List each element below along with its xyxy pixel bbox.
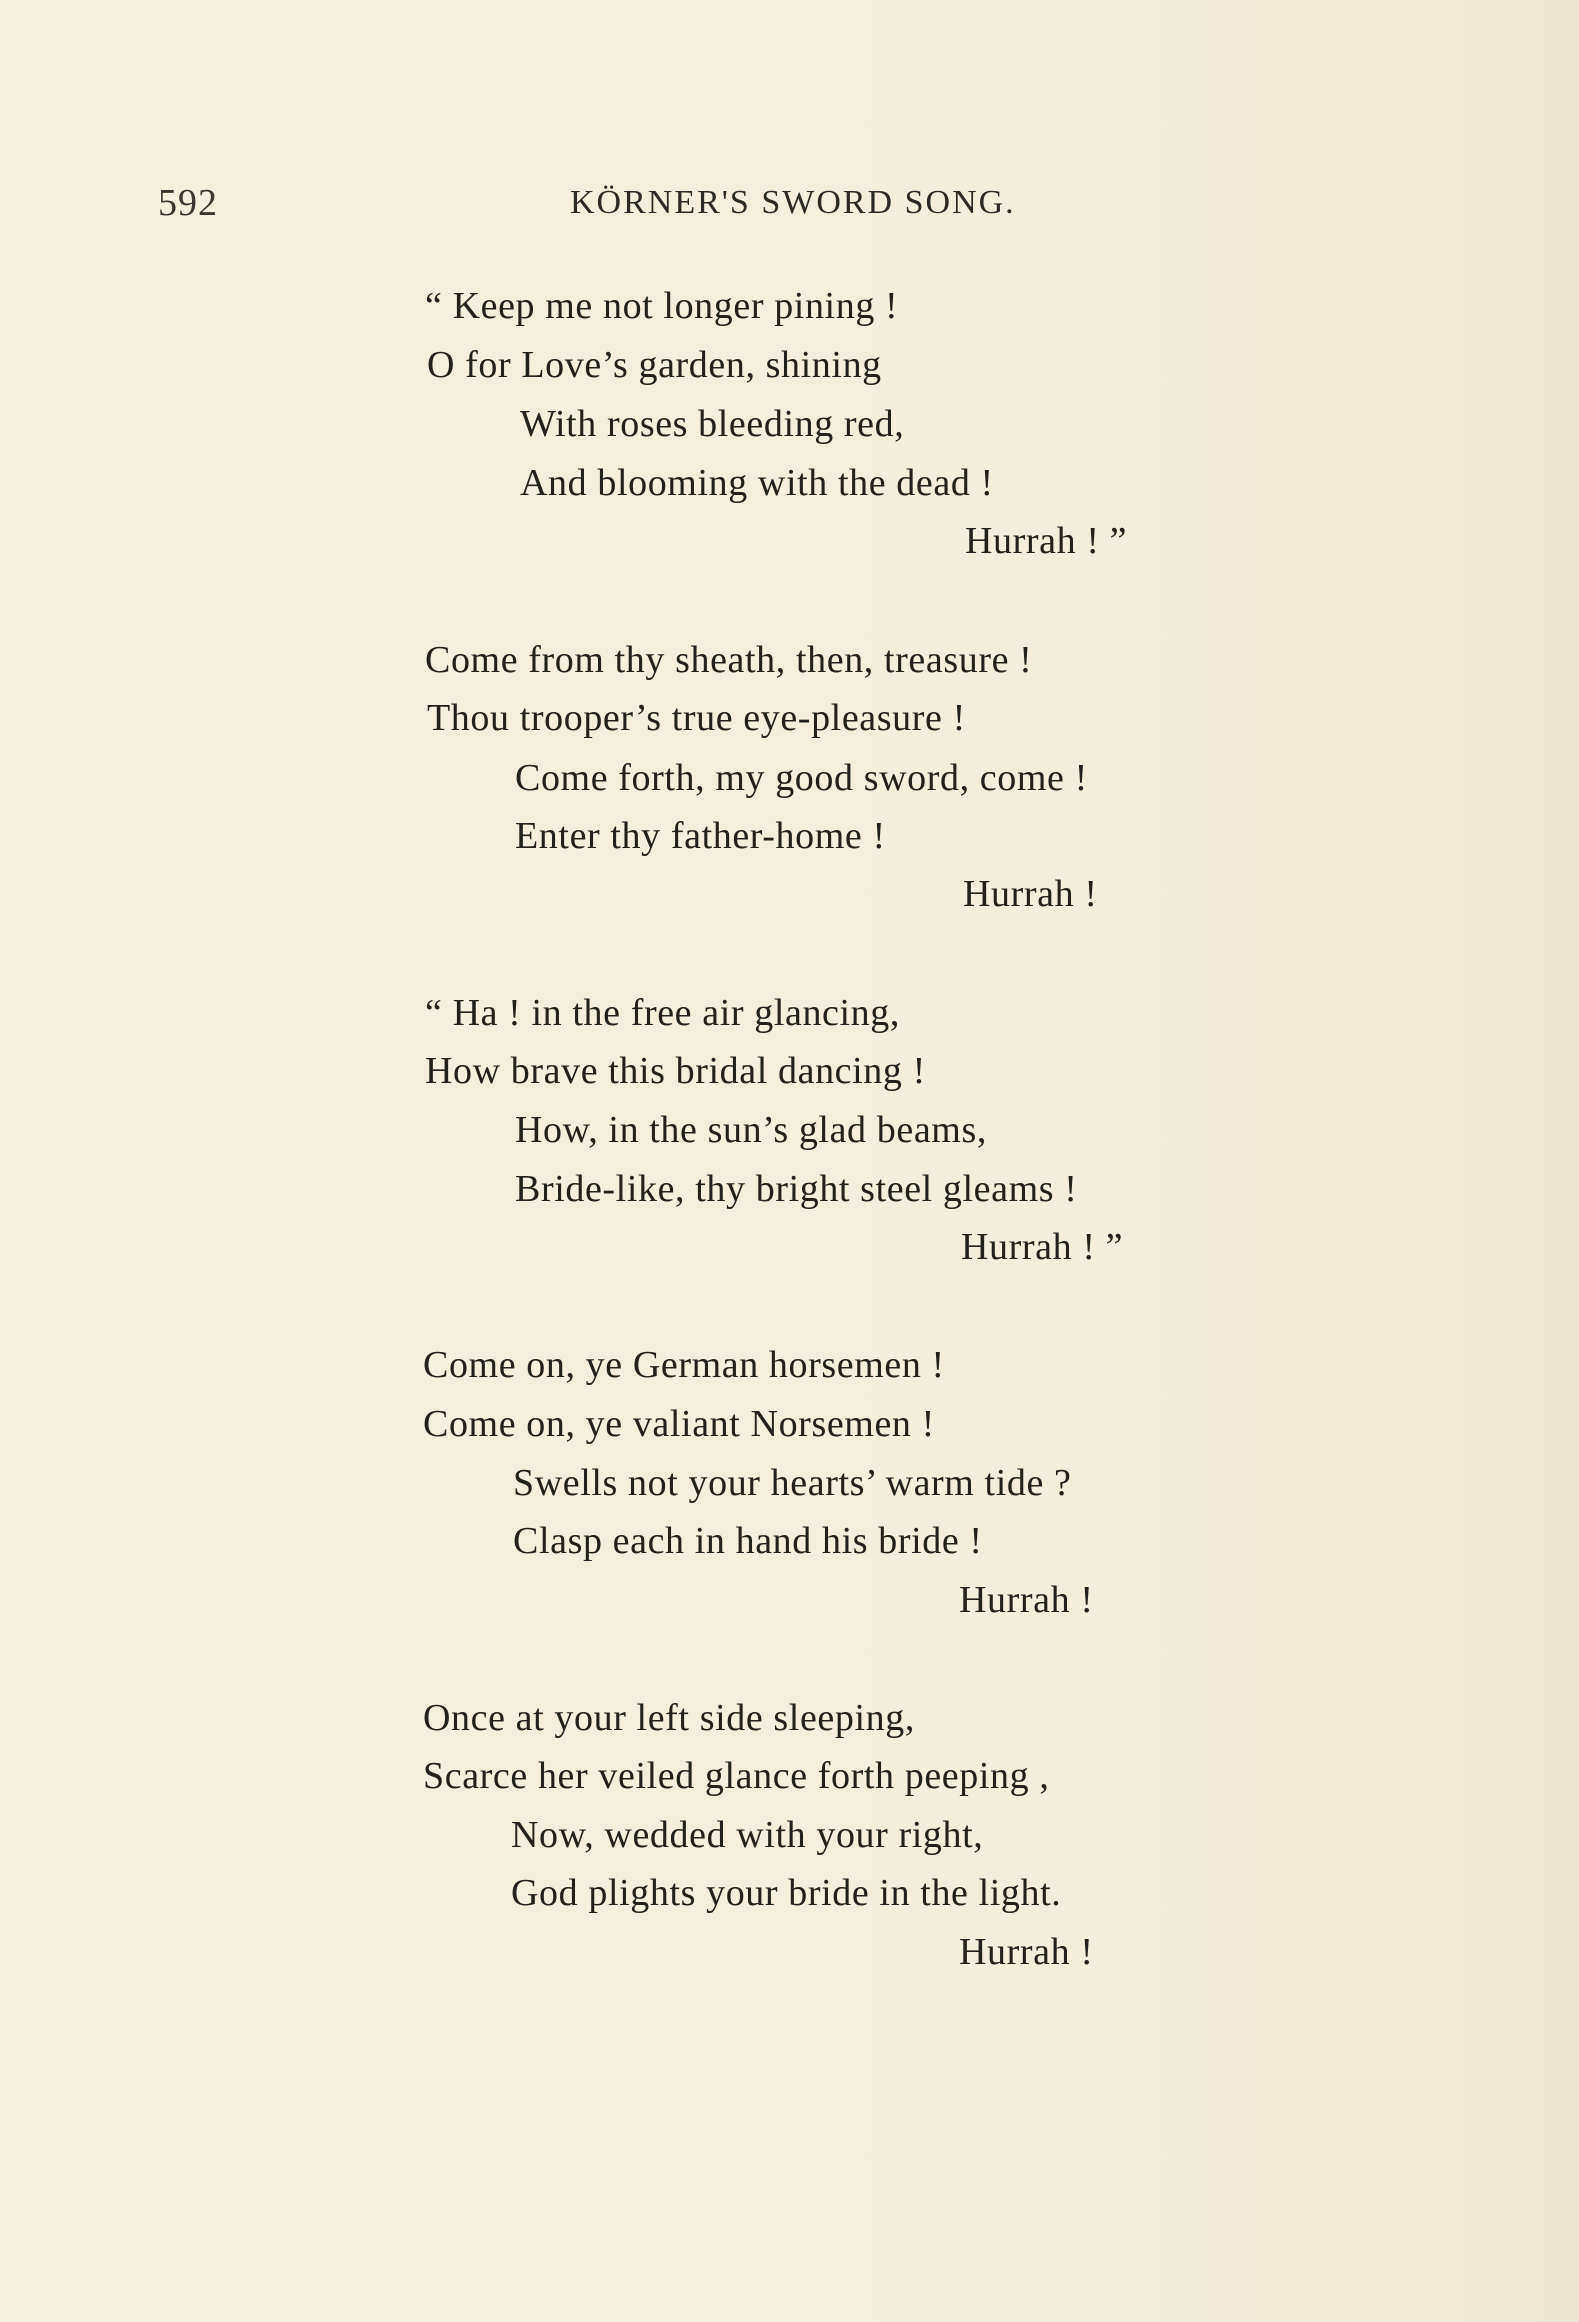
poem-line: Bride-like, thy bright steel gleams ! (515, 1168, 1078, 1210)
poem-line: “ Ha ! in the free air glancing, (425, 992, 900, 1034)
page-number: 592 (158, 182, 218, 224)
poem-line: Once at your left side sleeping, (423, 1697, 915, 1739)
poem-line: Scarce her veiled glance forth peeping , (423, 1755, 1050, 1797)
poem-line: Hurrah ! ” (961, 1226, 1124, 1268)
poem-line: Enter thy father-home ! (515, 815, 886, 857)
poem-line: Hurrah ! (959, 1579, 1094, 1621)
poem-line: Come from thy sheath, then, treasure ! (425, 639, 1033, 681)
poem-line: Hurrah ! ” (965, 520, 1128, 562)
poem-line: Hurrah ! (959, 1931, 1094, 1973)
poem-line: And blooming with the dead ! (520, 462, 994, 504)
poem-line: Come on, ye German horsemen ! (423, 1344, 945, 1386)
poem-line: Hurrah ! (963, 873, 1098, 915)
poem-line: Come forth, my good sword, come ! (515, 757, 1088, 799)
poem-line: With roses bleeding red, (520, 403, 905, 445)
poem-line: How, in the sun’s glad beams, (515, 1109, 987, 1151)
poem-line: Swells not your hearts’ warm tide ? (513, 1462, 1072, 1504)
poem-line: Clasp each in hand his bride ! (513, 1520, 983, 1562)
poem-line: How brave this bridal dancing ! (425, 1050, 926, 1092)
poem-line: Come on, ye valiant Norsemen ! (423, 1403, 935, 1445)
poem-line: God plights your bride in the light. (511, 1872, 1062, 1914)
poem-line: Thou trooper’s true eye-pleasure ! (427, 697, 966, 739)
running-head: KÖRNER'S SWORD SONG. (570, 184, 1016, 221)
poem-line: “ Keep me not longer pining ! (425, 285, 899, 327)
poem-line: O for Love’s garden, shining (427, 344, 882, 386)
poem-line: Now, wedded with your right, (511, 1814, 984, 1856)
